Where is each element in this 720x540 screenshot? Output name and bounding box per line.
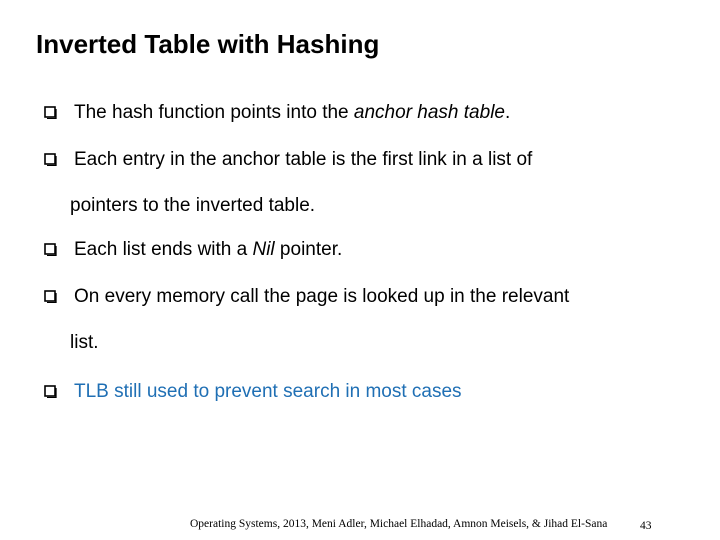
bullet-text-segment: Nil	[252, 239, 275, 260]
hollow-square-bullet-icon	[44, 106, 57, 119]
bullet-text-line	[70, 193, 315, 219]
page-number: 43	[640, 520, 652, 532]
bullet-text-segment: The hash function points into the	[74, 102, 354, 123]
bullet-text-line	[74, 284, 569, 310]
hollow-square-bullet-icon	[44, 153, 57, 166]
hollow-square-bullet-icon	[44, 243, 57, 256]
bullet-text-segment: pointers to the inverted table.	[70, 195, 316, 216]
bullet-text-line	[74, 147, 532, 173]
bullet-text-segment: On every memory call the page is looked up in the relevant	[74, 286, 570, 307]
hollow-square-bullet-icon	[44, 385, 57, 398]
bullet-text-segment: pointer.	[274, 239, 343, 260]
bullet-text-line	[74, 379, 462, 405]
bullet-text-segment: Each entry in the anchor table is the first link in a list of	[74, 149, 533, 170]
bullet-text-segment: anchor hash table	[353, 102, 505, 123]
slide-title: Inverted Table with Hashing	[36, 29, 380, 59]
bullet-text-segment: .	[504, 102, 511, 123]
bullet-text-line	[74, 100, 510, 126]
bullet-text-line	[70, 330, 99, 356]
bullet-text-line	[74, 237, 342, 263]
footer-citation: Operating Systems, 2013, Meni Adler, Michael Elhadad, Amnon Meisels, & Jihad El-Sana	[190, 518, 608, 530]
bullet-text-segment: TLB still used to prevent search in most cases	[74, 381, 462, 402]
bullet-text-segment: list.	[70, 332, 99, 353]
bullet-text-segment: Each list ends with a	[74, 239, 253, 260]
hollow-square-bullet-icon	[44, 290, 57, 303]
